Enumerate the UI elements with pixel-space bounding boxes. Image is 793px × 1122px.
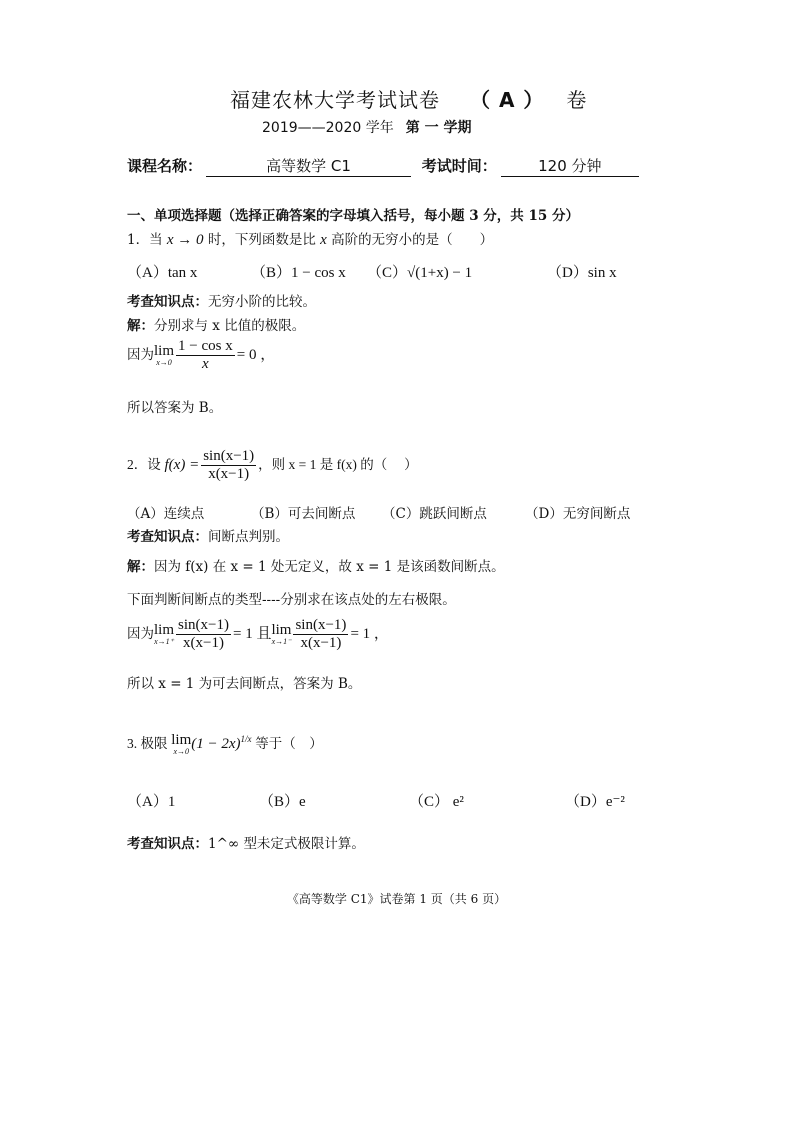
q1-option-d: （D）sin x <box>547 265 617 281</box>
q3-option-d: （D）e⁻² <box>565 794 625 810</box>
q1-knowledge: 考查知识点：无穷小阶的比较。 <box>127 294 316 310</box>
section-heading: 一、单项选择题（选择正确答案的字母填入括号，每小题 3 分，共 15 分） <box>127 208 579 224</box>
q2-limit: 因为 lim x→1⁺ $\frac{\sin(x-1)}{x(x-1)}$ = 1 且 lim x→1⁻ $\frac{\sin(x-1)}{x(x-1)}$ = 1 ， <box>127 617 389 651</box>
q3-option-b: （B）e <box>259 794 306 810</box>
q1-limit: 因为 lim x→0 $\frac{\text{1 − cos x}}{x}$ = 0 ， <box>127 338 276 372</box>
course-line: 课程名称： 高等数学 C1 考试时间： 120 分钟 <box>127 155 639 177</box>
q1-stem: 1．当 x → 0 时，下列函数是比 x 高阶的无穷小的是（ ） <box>127 232 494 248</box>
q2-solution: 解：因为 f(x) 在 x = 1 处无定义，故 x = 1 是该函数间断点。 <box>127 559 505 575</box>
q2-option-c: （C）跳跃间断点 <box>382 506 487 522</box>
q1-options <box>127 261 627 281</box>
exam-term: 2019——2020 学年 第 一 学期 <box>262 120 472 136</box>
q2-option-a: （A）连续点 <box>127 506 205 522</box>
q3-option-c: （C） e² <box>409 794 464 810</box>
q1-option-b: （B）1 − cos x <box>251 265 346 281</box>
q3-options <box>127 790 647 810</box>
q2-options <box>127 502 647 522</box>
q2-stem: 2．设 f(x) = $\frac{\sin(x-1)}{x(x-1)}$ ，则 x = 1 是 f(x) 的（ ） <box>127 448 418 482</box>
q1-answer: 所以答案为 B。 <box>127 400 223 416</box>
q2-option-b: （B）可去间断点 <box>251 506 356 522</box>
q2-next: 下面判断间断点的类型----分别求在该点处的左右极限。 <box>127 592 456 608</box>
q2-answer: 所以 x = 1 为可去间断点，答案为 B。 <box>127 676 362 692</box>
q3-option-a: （A）1 <box>127 794 176 810</box>
q3-stem: 3. 极限 lim x→0 $(1 - 2x)^{1/x}$ 等于（ ） <box>127 732 323 757</box>
page-footer: 《高等数学 C1》试卷第 1 页（共 6 页） <box>286 892 507 906</box>
q3-knowledge: 考查知识点：1^∞ 型未定式极限计算。 <box>127 836 365 852</box>
q1-solution: 解：分别求与 x 比值的极限。 <box>127 318 306 334</box>
q2-knowledge: 考查知识点：间断点判别。 <box>127 529 289 545</box>
exam-title: 福建农林大学考试试卷 （ A ） 卷 <box>230 88 588 112</box>
q2-option-d: （D）无穷间断点 <box>525 506 631 522</box>
q1-option-c: （C）√(1+x) − 1 <box>367 265 473 281</box>
q1-option-a: （A）tan x <box>127 265 198 281</box>
